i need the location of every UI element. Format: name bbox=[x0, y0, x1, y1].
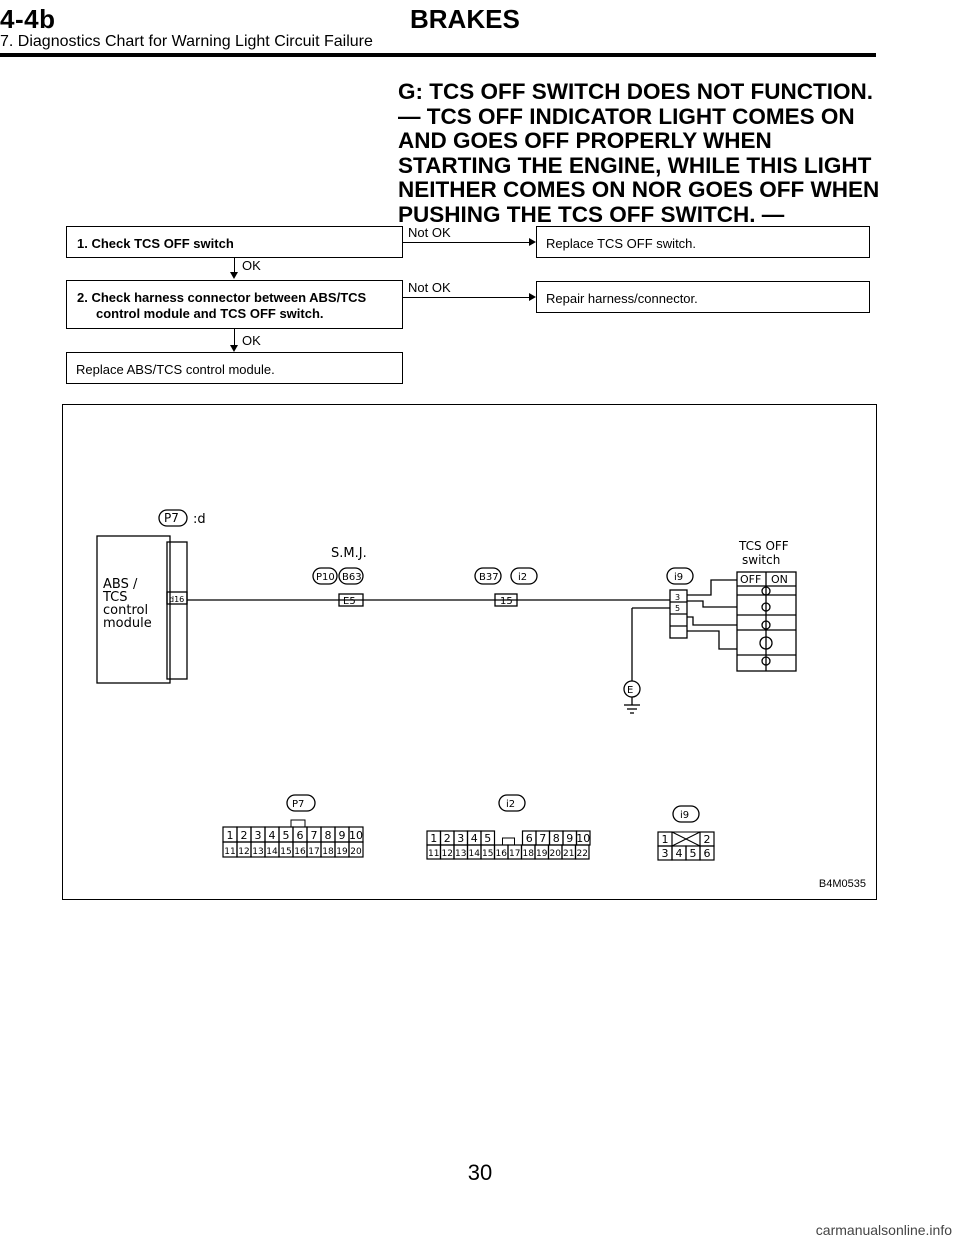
i2-pin-number: 22 bbox=[576, 849, 588, 859]
ground-e-text: E bbox=[627, 685, 634, 696]
switch-on-col: ON bbox=[771, 573, 788, 586]
page-number: 30 bbox=[467, 1160, 493, 1185]
b63-tag-text: B63 bbox=[342, 572, 362, 583]
step-1-result-box bbox=[536, 226, 870, 258]
p7-pin-number: 11 bbox=[224, 847, 236, 857]
step-1-not-ok-line bbox=[403, 242, 529, 243]
switch-label-line: switch bbox=[742, 553, 781, 567]
p7-pin-number: 3 bbox=[254, 829, 262, 842]
p7-pin-number: 16 bbox=[294, 847, 306, 857]
step-2-not-ok-line bbox=[403, 297, 529, 298]
i2-pin-number: 15 bbox=[482, 849, 494, 859]
i2-lower-tag-text: i2 bbox=[506, 799, 516, 810]
p7-pin-number: 12 bbox=[238, 847, 250, 857]
heading-line: PUSHING THE TCS OFF SWITCH. — bbox=[398, 201, 785, 227]
i2-tag-text: i2 bbox=[518, 572, 528, 583]
i2-pin-number: 21 bbox=[563, 849, 575, 859]
p7-pin-number: 1 bbox=[226, 829, 234, 842]
i2-pin-number: 9 bbox=[566, 832, 574, 845]
smj-label: S.M.J. bbox=[331, 546, 367, 561]
switch-off-col: OFF bbox=[740, 573, 762, 586]
heading-line: NEITHER COMES ON NOR GOES OFF WHEN bbox=[398, 177, 880, 202]
step-2-result-box bbox=[536, 281, 870, 313]
step-1-text: 1. Check TCS OFF switch bbox=[77, 236, 234, 251]
connector-pin-grids bbox=[223, 820, 714, 860]
i9-pin-number: 2 bbox=[703, 833, 711, 846]
p7-pin-number: 9 bbox=[338, 829, 346, 842]
final-step-text: Replace ABS/TCS control module. bbox=[76, 362, 275, 377]
module-label-line: ABS / bbox=[103, 577, 138, 592]
p7-pin-number: 14 bbox=[266, 847, 278, 857]
p7-pin-number: 19 bbox=[336, 847, 348, 857]
step-1-box bbox=[66, 226, 403, 258]
module-label-line: control bbox=[103, 603, 149, 618]
i2-pin-number: 17 bbox=[509, 849, 521, 859]
p7-suffix: :d bbox=[193, 512, 206, 527]
p7-pin-number: 4 bbox=[268, 829, 276, 842]
arrow-down-icon bbox=[230, 345, 238, 352]
step-2-text-cont: control module and TCS OFF switch. bbox=[96, 306, 324, 321]
step-2-box bbox=[66, 280, 403, 329]
i2-pin-number: 1 bbox=[430, 832, 438, 845]
i2-pin-number: 11 bbox=[428, 849, 440, 859]
p7-pin-number: 17 bbox=[308, 847, 320, 857]
heading-line: — TCS OFF INDICATOR LIGHT COMES ON bbox=[398, 103, 855, 129]
i2-pin-number: 7 bbox=[539, 832, 547, 845]
p7-pin-number: 18 bbox=[322, 847, 334, 857]
p7-pin-number: 20 bbox=[350, 847, 362, 857]
i9-lower-tag-text: i9 bbox=[680, 810, 690, 821]
i2-pin-number: 14 bbox=[468, 849, 480, 859]
figure-id: B4M0535 bbox=[818, 878, 866, 890]
i2-pin-number: 8 bbox=[552, 832, 560, 845]
i2-pin-number: 16 bbox=[495, 849, 507, 859]
p10-tag-text: P10 bbox=[316, 572, 335, 583]
i2-pin-number: 3 bbox=[457, 832, 465, 845]
step-2-ok-line bbox=[234, 329, 235, 345]
b37-tag-text: B37 bbox=[479, 572, 499, 583]
watermark: carmanualsonline.info bbox=[815, 1222, 952, 1238]
i9-pin-number: 4 bbox=[675, 847, 683, 860]
step-2-result-text: Repair harness/connector. bbox=[546, 291, 698, 306]
heading-line: G: TCS OFF SWITCH DOES NOT FUNCTION. bbox=[398, 79, 873, 104]
smj-pin-text: E5 bbox=[343, 596, 356, 607]
header-rule bbox=[0, 53, 876, 57]
section-subtitle: 7. Diagnostics Chart for Warning Light Circuit Failure bbox=[0, 33, 373, 50]
p7-pin-number: 13 bbox=[252, 847, 264, 857]
arrow-right-icon bbox=[529, 293, 536, 301]
p7-pin-number: 7 bbox=[310, 829, 318, 842]
i2-pin-number: 13 bbox=[455, 849, 467, 859]
section-title: BRAKES bbox=[410, 4, 520, 34]
arrow-down-icon bbox=[230, 272, 238, 279]
heading-line: STARTING THE ENGINE, WHILE THIS LIGHT bbox=[398, 152, 872, 178]
i2-pin-number: 12 bbox=[441, 849, 453, 859]
i2-connector-key bbox=[503, 838, 515, 845]
final-step-box bbox=[66, 352, 403, 384]
step-1-ok-label: OK bbox=[242, 258, 261, 273]
i9-pin-number: 1 bbox=[661, 833, 669, 846]
procedure-heading bbox=[398, 80, 888, 227]
i2-pin-text: 15 bbox=[500, 596, 513, 607]
i2-pin-number: 19 bbox=[536, 849, 548, 859]
module-label-line: TCS bbox=[103, 590, 128, 605]
i2-pin-number: 5 bbox=[484, 832, 492, 845]
i2-pin-number: 20 bbox=[549, 849, 561, 859]
i9-pin-text: 3 bbox=[675, 593, 681, 602]
switch-label-line: TCS OFF bbox=[739, 539, 789, 553]
p7-pin-number: 10 bbox=[349, 829, 363, 842]
i2-pin-number: 4 bbox=[470, 832, 478, 845]
i9-pin-number: 3 bbox=[661, 847, 669, 860]
module-label-line: module bbox=[103, 616, 152, 631]
i2-pin-number: 10 bbox=[576, 832, 591, 845]
p7-tag-text: P7 bbox=[164, 511, 179, 525]
wiring-diagram bbox=[63, 405, 876, 899]
i9-pin-number: 5 bbox=[689, 847, 697, 860]
pin-d16-label: d16 bbox=[169, 595, 185, 604]
i2-pin-number: 18 bbox=[522, 849, 534, 859]
p7-pin-number: 2 bbox=[240, 829, 248, 842]
step-2-not-ok-label: Not OK bbox=[408, 280, 451, 295]
wiring-diagram-figure bbox=[62, 404, 877, 900]
step-2-ok-label: OK bbox=[242, 333, 261, 348]
arrow-right-icon bbox=[529, 238, 536, 246]
section-number: 4-4b bbox=[0, 4, 56, 34]
i2-pin-number: 6 bbox=[525, 832, 533, 845]
i9-pin-text: 5 bbox=[675, 604, 681, 613]
p7-pin-number: 6 bbox=[296, 829, 304, 842]
p7-pin-number: 5 bbox=[282, 829, 290, 842]
p7-connector-key bbox=[291, 820, 305, 827]
i9-tag-text: i9 bbox=[674, 572, 684, 583]
step-2-text: 2. Check harness connector between ABS/TCS bbox=[77, 290, 367, 305]
step-1-ok-line bbox=[234, 258, 235, 272]
p7-pin-number: 8 bbox=[324, 829, 332, 842]
i9-pin-number: 6 bbox=[703, 847, 711, 860]
p7-pin-number: 15 bbox=[280, 847, 292, 857]
p7-lower-tag-text: P7 bbox=[292, 799, 305, 810]
i2-pin-number: 2 bbox=[443, 832, 451, 845]
step-1-not-ok-label: Not OK bbox=[408, 225, 451, 240]
heading-line: AND GOES OFF PROPERLY WHEN bbox=[398, 128, 772, 153]
step-1-result-text: Replace TCS OFF switch. bbox=[546, 236, 697, 251]
